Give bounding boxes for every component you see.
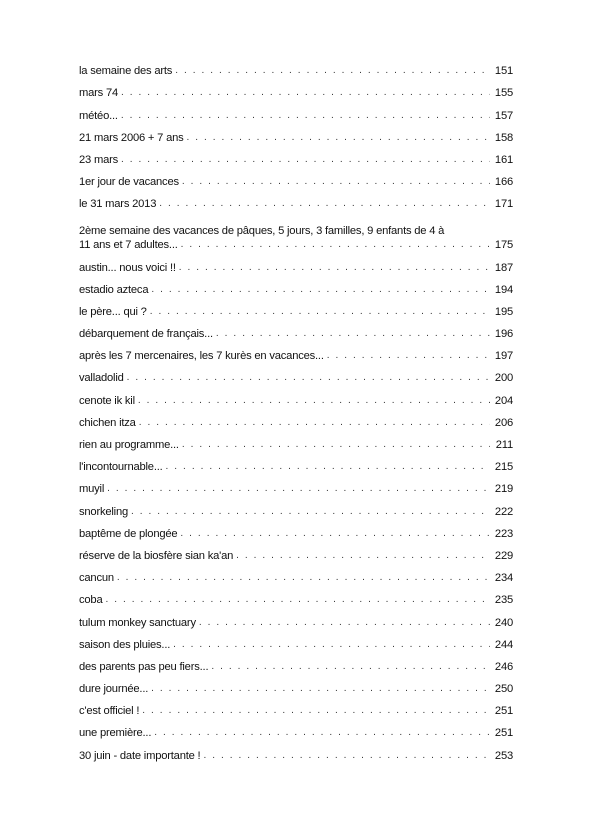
toc-entry-page: 234 <box>494 572 513 585</box>
dot-leader <box>107 483 490 494</box>
toc-entry-page: 251 <box>494 727 513 740</box>
toc-entry <box>79 630 513 652</box>
toc-entry <box>79 189 513 211</box>
dot-leader <box>173 639 490 650</box>
toc-entry-page: 151 <box>494 65 513 78</box>
toc-entry-title: 30 juin - date importante ! <box>79 749 201 762</box>
toc-entry <box>79 430 513 452</box>
toc-entry-title: le père... qui ? <box>79 305 147 318</box>
toc-entry <box>79 56 513 78</box>
toc-entry-title: muyil <box>79 483 105 496</box>
toc-entry <box>79 363 513 385</box>
toc-entry <box>79 607 513 629</box>
toc-entry-title: des parents pas peu fiers... <box>79 660 209 673</box>
toc-entry <box>79 145 513 167</box>
toc-entry-page: 194 <box>494 283 513 296</box>
toc-entry-title: débarquement de français... <box>79 328 213 341</box>
dot-leader <box>179 262 490 273</box>
dot-leader <box>154 727 490 738</box>
toc-entry-title: rien au programme... <box>79 439 179 451</box>
toc-entry-page: 244 <box>494 638 513 651</box>
toc-entry <box>79 519 513 541</box>
toc-entry-page: 175 <box>494 239 513 252</box>
toc-entry <box>79 452 513 474</box>
toc-entry <box>79 297 513 319</box>
dot-leader <box>175 65 490 76</box>
toc-entry-page: 158 <box>494 131 513 144</box>
toc-entry-title: réserve de la biosfère sian ka'an <box>79 549 234 562</box>
dot-leader <box>127 372 490 383</box>
toc-entry <box>79 275 513 297</box>
toc-entry <box>79 385 513 407</box>
dot-leader <box>166 461 490 472</box>
dot-leader <box>117 572 490 583</box>
toc-entry <box>79 541 513 563</box>
toc-entry-title: 21 mars 2006 + 7 ans <box>79 131 184 144</box>
toc-entry <box>79 123 513 145</box>
toc-entry-page: 246 <box>494 660 513 673</box>
toc-entry <box>79 496 513 518</box>
toc-entry-title: estadio azteca <box>79 283 149 296</box>
table-of-contents <box>79 56 513 763</box>
toc-entry <box>79 319 513 341</box>
toc-entry-title: 1er jour de vacances <box>79 176 179 189</box>
dot-leader <box>121 154 490 165</box>
toc-entry-page: 161 <box>494 153 513 166</box>
toc-entry-page: 215 <box>494 461 513 474</box>
toc-entry-title: cenote ik kil <box>79 394 135 407</box>
toc-entry <box>79 585 513 607</box>
dot-leader <box>187 132 490 143</box>
toc-entry-page: 155 <box>494 87 513 100</box>
dot-leader <box>216 328 490 339</box>
toc-entry-title: baptême de plongée <box>79 527 178 540</box>
toc-entry-page: 219 <box>494 483 513 496</box>
toc-entry-page: 235 <box>494 594 513 607</box>
toc-entry <box>79 652 513 674</box>
toc-entry-title: c'est officiel ! <box>79 705 140 718</box>
toc-entry-page: 223 <box>494 527 513 540</box>
toc-entry-title: saison des pluies... <box>79 638 171 651</box>
dot-leader <box>159 198 490 209</box>
toc-entry <box>79 674 513 696</box>
toc-entry-page: 200 <box>494 372 513 385</box>
toc-entry-title: tulum monkey sanctuary <box>79 616 196 629</box>
toc-entry-title: météo... <box>79 109 118 122</box>
toc-entry-title-first-line: 2ème semaine des vacances de pâques, 5 jours, 3 familles, 9 enfants de 4 à <box>79 225 445 238</box>
toc-entry-title: l'incontournable... <box>79 461 163 474</box>
toc-entry-page: 187 <box>494 261 513 274</box>
toc-entry-title: la semaine des arts <box>79 65 173 78</box>
toc-entry-page: 222 <box>494 505 513 518</box>
toc-entry-title: snorkeling <box>79 505 128 518</box>
toc-entry-page: 240 <box>494 616 513 629</box>
toc-entry <box>79 341 513 363</box>
dot-leader <box>180 528 490 539</box>
dot-leader <box>139 417 490 428</box>
toc-entry-page: 204 <box>494 394 513 407</box>
toc-entry <box>79 740 513 762</box>
toc-entry <box>79 718 513 740</box>
dot-leader <box>150 306 490 317</box>
toc-entry-title: valladolid <box>79 372 124 385</box>
toc-entry-page: 229 <box>494 549 513 562</box>
dot-leader <box>327 350 490 361</box>
dot-leader <box>142 705 490 716</box>
toc-entry-title: cancun <box>79 572 114 585</box>
dot-leader <box>211 661 490 672</box>
toc-entry-page: 157 <box>494 109 513 122</box>
toc-entry-title: chichen itza <box>79 416 136 429</box>
toc-entry-page: 197 <box>494 350 513 363</box>
toc-entry-page: 211 <box>495 439 513 451</box>
toc-entry <box>79 252 513 274</box>
toc-entry-second-line <box>79 239 513 252</box>
dot-leader <box>131 506 490 517</box>
toc-entry <box>79 167 513 189</box>
toc-entry-page: 206 <box>494 416 513 429</box>
toc-entry-title: une première... <box>79 727 152 740</box>
toc-entry <box>79 474 513 496</box>
toc-entry <box>79 563 513 585</box>
toc-entry-page: 195 <box>494 305 513 318</box>
toc-entry-title: dure journée... <box>79 683 149 696</box>
toc-entry-page: 253 <box>494 749 513 762</box>
toc-entry-page: 166 <box>494 176 513 189</box>
toc-entry <box>79 408 513 430</box>
dot-leader <box>181 239 490 250</box>
dot-leader <box>199 617 490 628</box>
dot-leader <box>236 550 490 561</box>
dot-leader <box>151 284 490 295</box>
dot-leader <box>121 110 490 121</box>
dot-leader <box>138 395 490 406</box>
toc-entry <box>79 211 513 252</box>
toc-entry-title: après les 7 mercenaires, les 7 kurès en vacances... <box>79 350 324 363</box>
toc-entry-page: 171 <box>494 198 513 211</box>
toc-entry <box>79 78 513 100</box>
toc-entry-title: coba <box>79 594 103 607</box>
dot-leader <box>182 439 490 450</box>
toc-entry-title: 11 ans et 7 adultes... <box>79 239 178 252</box>
toc-entry-title: le 31 mars 2013 <box>79 198 157 211</box>
toc-entry-page: 196 <box>494 328 513 341</box>
dot-leader <box>182 176 490 187</box>
toc-entry-page: 250 <box>494 683 513 696</box>
dot-leader <box>203 750 490 761</box>
toc-entry <box>79 696 513 718</box>
toc-entry <box>79 100 513 122</box>
toc-entry-title: austin... nous voici !! <box>79 261 176 274</box>
dot-leader <box>151 683 490 694</box>
dot-leader <box>121 87 490 98</box>
toc-entry-page: 251 <box>494 705 513 718</box>
toc-entry-title: mars 74 <box>79 87 119 100</box>
toc-entry-title: 23 mars <box>79 153 119 166</box>
dot-leader <box>105 594 490 605</box>
